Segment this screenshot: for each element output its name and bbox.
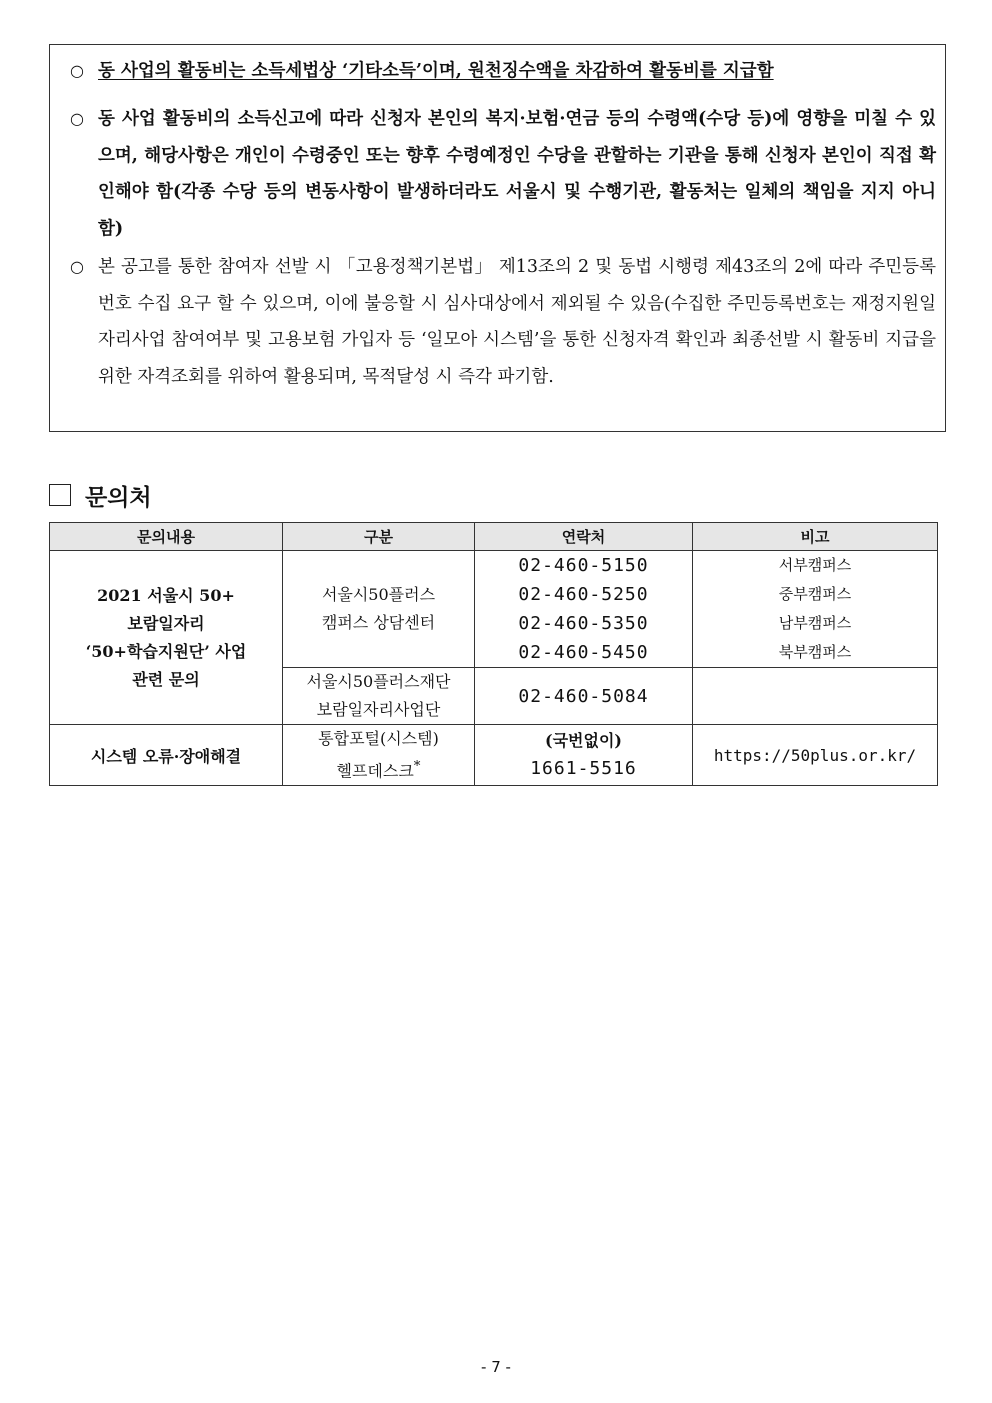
inquiry-text: 관련 문의 xyxy=(132,669,200,689)
column-header: 비고 xyxy=(693,523,938,551)
foundation-cell xyxy=(283,668,475,725)
campus-name: 남부캠퍼스 xyxy=(778,614,852,632)
column-header: 연락처 xyxy=(475,523,693,551)
website-url[interactable]: https://50plus.or.kr/ xyxy=(693,725,938,786)
empty-cell xyxy=(693,668,938,725)
contact-table xyxy=(49,522,938,786)
circle-bullet-icon: ○ xyxy=(70,61,84,80)
helpdesk-cell xyxy=(475,725,693,786)
table-row xyxy=(50,725,938,786)
table-row xyxy=(50,551,938,668)
helpdesk-phone: 1661-5516 xyxy=(530,758,637,780)
portal-text: 헬프데스크* xyxy=(336,759,421,781)
square-bullet-icon xyxy=(49,484,71,506)
campus-name: 중부캠퍼스 xyxy=(778,585,852,603)
phone-number: 02-460-5450 xyxy=(518,642,649,663)
phone-cell xyxy=(475,551,693,668)
phone-number: 02-460-5350 xyxy=(518,613,649,634)
campus-name: 서부캠퍼스 xyxy=(778,556,852,574)
column-header: 구분 xyxy=(283,523,475,551)
notice-item-income xyxy=(70,101,936,247)
campus-cell xyxy=(693,551,938,668)
inquiry-text: 2021 서울시 50+ xyxy=(97,585,235,605)
phone-number: 02-460-5084 xyxy=(475,668,693,725)
foundation-text: 서울시50플러스재단 xyxy=(306,672,451,691)
circle-bullet-icon: ○ xyxy=(70,257,84,276)
foundation-text: 보람일자리사업단 xyxy=(316,700,441,719)
inquiry-text: ‘50+학습지원단’ 사업 xyxy=(85,641,247,661)
phone-number: 02-460-5150 xyxy=(518,555,649,576)
page-number: - 7 - xyxy=(481,1358,511,1376)
notice-item-tax xyxy=(70,53,936,90)
campus-name: 북부캠퍼스 xyxy=(778,643,852,661)
portal-cell xyxy=(283,725,475,786)
notice-text: 본 공고를 통한 참여자 선발 시 「고용정책기본법」 제13조의 2 및 동법 시행령 제43조의 2에 따라 주민등록번호 수집 요구 할 수 있으며, 이에 불응할 시 심사대상에서 제외될 수 있음(수집한 주민등록번호는 재정지원일자리사업 참여여부 및 고용보험 가입자 등 ‘일모아 시스템’을 통한 신청자격 확인과 최종선발 시 활동비 지급을 위한 자격조회를 위하여 활용되며, 목적달성 시 즉각 파기함. xyxy=(98,257,936,387)
notice-text: 동 사업의 활동비는 소득세법상 ‘기타소득’이며, 원천징수액을 차감하여 활동비를 지급함 xyxy=(98,61,774,81)
notice-box xyxy=(49,44,946,432)
system-error-cell: 시스템 오류·장애해결 xyxy=(50,725,283,786)
campus-center-text: 서울시50플러스 xyxy=(321,585,436,604)
inquiry-text: 보람일자리 xyxy=(127,613,205,633)
footnote-mark: * xyxy=(413,759,421,774)
portal-text: 통합포털(시스템) xyxy=(318,729,439,748)
section-title: 문의처 xyxy=(85,484,152,511)
campus-center-cell xyxy=(283,551,475,668)
campus-center-text: 캠퍼스 상담센터 xyxy=(321,613,436,632)
phone-number: 02-460-5250 xyxy=(518,584,649,605)
helpdesk-note: (국번없이) xyxy=(545,731,622,751)
column-header: 문의내용 xyxy=(50,523,283,551)
notice-text: 동 사업 활동비의 소득신고에 따라 신청자 본인의 복지·보험·연금 등의 수령액(수당 등)에 영향을 미칠 수 있으며, 해당사항은 개인이 수령중인 또는 향후 수령예정인 수당을 관할하는 기관을 통해 신청자 본인이 직접 확인해야 함(각종 수당 등의 변동사항이 발생하더라도 서울시 및 수행기관, 활동처는 일체의 책임을 지지 아니함) xyxy=(98,109,936,239)
table-header-row xyxy=(50,523,938,551)
notice-item-privacy xyxy=(70,249,936,395)
section-heading xyxy=(49,480,152,510)
circle-bullet-icon: ○ xyxy=(70,109,84,128)
inquiry-cell xyxy=(50,551,283,725)
